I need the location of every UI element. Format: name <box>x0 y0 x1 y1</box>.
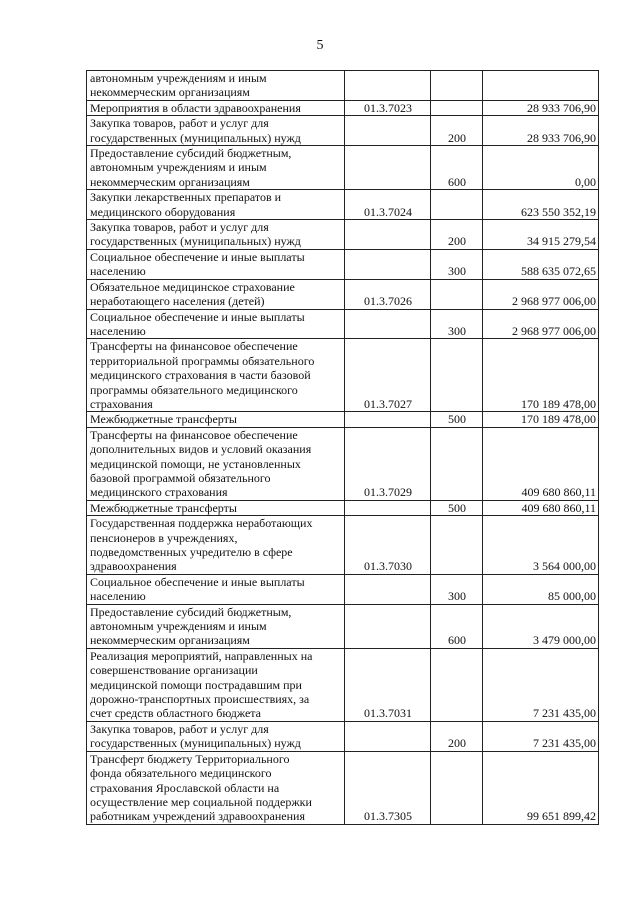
item-name-cell: Межбюджетные трансферты <box>87 500 345 515</box>
budget-table <box>86 70 599 825</box>
item-name-cell: автономным учреждениям и иным некоммерческим организациям <box>87 71 345 101</box>
amount-cell: 409 680 860,11 <box>483 427 599 500</box>
amount-cell: 0,00 <box>483 146 599 190</box>
expense-type-cell: 600 <box>431 146 483 190</box>
table-row <box>87 146 599 190</box>
amount-cell <box>483 71 599 101</box>
target-article-cell: 01.3.7030 <box>345 516 431 575</box>
target-article-cell: 01.3.7024 <box>345 190 431 220</box>
item-name-cell: Обязательное медицинское страхование неработающего населения (детей) <box>87 279 345 309</box>
target-article-cell: 01.3.7029 <box>345 427 431 500</box>
table-row <box>87 309 599 339</box>
amount-cell: 3 479 000,00 <box>483 604 599 648</box>
item-name-cell: Предоставление субсидий бюджетным, автономным учреждениям и иным некоммерческим организациям <box>87 604 345 648</box>
table-row <box>87 116 599 146</box>
page-number: 5 <box>316 38 324 53</box>
amount-cell: 2 968 977 006,00 <box>483 309 599 339</box>
budget-table-body <box>87 71 599 825</box>
target-article-cell <box>345 309 431 339</box>
amount-cell: 28 933 706,90 <box>483 100 599 115</box>
target-article-cell: 01.3.7305 <box>345 751 431 824</box>
table-row <box>87 516 599 575</box>
amount-cell: 409 680 860,11 <box>483 500 599 515</box>
item-name-cell: Закупки лекарственных препаратов и медицинского оборудования <box>87 190 345 220</box>
table-row <box>87 412 599 427</box>
target-article-cell <box>345 412 431 427</box>
expense-type-cell <box>431 71 483 101</box>
target-article-cell <box>345 220 431 250</box>
table-row <box>87 190 599 220</box>
amount-cell: 2 968 977 006,00 <box>483 279 599 309</box>
table-row <box>87 279 599 309</box>
amount-cell: 170 189 478,00 <box>483 412 599 427</box>
item-name-cell: Реализация мероприятий, направленных на совершенствование организации медицинской помощи пострадавшим при дорожно-транспортных происшествиях, за счет средств областного бюджета <box>87 648 345 721</box>
table-row <box>87 100 599 115</box>
amount-cell: 3 564 000,00 <box>483 516 599 575</box>
expense-type-cell <box>431 427 483 500</box>
target-article-cell <box>345 500 431 515</box>
item-name-cell: Мероприятия в области здравоохранения <box>87 100 345 115</box>
target-article-cell <box>345 604 431 648</box>
expense-type-cell: 200 <box>431 220 483 250</box>
table-row <box>87 339 599 412</box>
amount-cell: 7 231 435,00 <box>483 648 599 721</box>
table-row <box>87 220 599 250</box>
target-article-cell <box>345 574 431 604</box>
expense-type-cell: 300 <box>431 574 483 604</box>
item-name-cell: Предоставление субсидий бюджетным, автономным учреждениям и иным некоммерческим организациям <box>87 146 345 190</box>
table-row <box>87 604 599 648</box>
target-article-cell: 01.3.7031 <box>345 648 431 721</box>
table-row <box>87 427 599 500</box>
expense-type-cell <box>431 751 483 824</box>
expense-type-cell <box>431 648 483 721</box>
item-name-cell: Трансферт бюджету Территориального фонда обязательного медицинского страхования Ярославской области на осуществление мер социальной поддержки работникам учреждений здравоохранения <box>87 751 345 824</box>
item-name-cell: Социальное обеспечение и иные выплаты населению <box>87 309 345 339</box>
expense-type-cell: 200 <box>431 721 483 751</box>
amount-cell: 28 933 706,90 <box>483 116 599 146</box>
amount-cell: 7 231 435,00 <box>483 721 599 751</box>
item-name-cell: Закупка товаров, работ и услуг для государственных (муниципальных) нужд <box>87 116 345 146</box>
target-article-cell <box>345 71 431 101</box>
amount-cell: 623 550 352,19 <box>483 190 599 220</box>
amount-cell: 170 189 478,00 <box>483 339 599 412</box>
table-row <box>87 574 599 604</box>
target-article-cell: 01.3.7023 <box>345 100 431 115</box>
item-name-cell: Государственная поддержка неработающих пенсионеров в учреждениях, подведомственных учредителю в сфере здравоохранения <box>87 516 345 575</box>
target-article-cell: 01.3.7026 <box>345 279 431 309</box>
expense-type-cell: 300 <box>431 249 483 279</box>
table-row <box>87 751 599 824</box>
table-row <box>87 721 599 751</box>
item-name-cell: Закупка товаров, работ и услуг для государственных (муниципальных) нужд <box>87 721 345 751</box>
item-name-cell: Межбюджетные трансферты <box>87 412 345 427</box>
target-article-cell: 01.3.7027 <box>345 339 431 412</box>
table-row <box>87 249 599 279</box>
item-name-cell: Социальное обеспечение и иные выплаты населению <box>87 574 345 604</box>
expense-type-cell: 300 <box>431 309 483 339</box>
target-article-cell <box>345 721 431 751</box>
expense-type-cell <box>431 100 483 115</box>
expense-type-cell <box>431 279 483 309</box>
expense-type-cell: 500 <box>431 412 483 427</box>
amount-cell: 34 915 279,54 <box>483 220 599 250</box>
amount-cell: 99 651 899,42 <box>483 751 599 824</box>
table-row <box>87 500 599 515</box>
table-row <box>87 648 599 721</box>
expense-type-cell <box>431 190 483 220</box>
table-row <box>87 71 599 101</box>
item-name-cell: Трансферты на финансовое обеспечение дополнительных видов и условий оказания медицинской помощи, не установленных базовой программой обязательного медицинского страхования <box>87 427 345 500</box>
item-name-cell: Трансферты на финансовое обеспечение территориальной программы обязательного медицинского страхования в части базовой программы обязательного медицинского страхования <box>87 339 345 412</box>
amount-cell: 588 635 072,65 <box>483 249 599 279</box>
amount-cell: 85 000,00 <box>483 574 599 604</box>
target-article-cell <box>345 146 431 190</box>
expense-type-cell <box>431 516 483 575</box>
target-article-cell <box>345 116 431 146</box>
target-article-cell <box>345 249 431 279</box>
item-name-cell: Закупка товаров, работ и услуг для государственных (муниципальных) нужд <box>87 220 345 250</box>
expense-type-cell <box>431 339 483 412</box>
expense-type-cell: 600 <box>431 604 483 648</box>
expense-type-cell: 200 <box>431 116 483 146</box>
item-name-cell: Социальное обеспечение и иные выплаты населению <box>87 249 345 279</box>
expense-type-cell: 500 <box>431 500 483 515</box>
